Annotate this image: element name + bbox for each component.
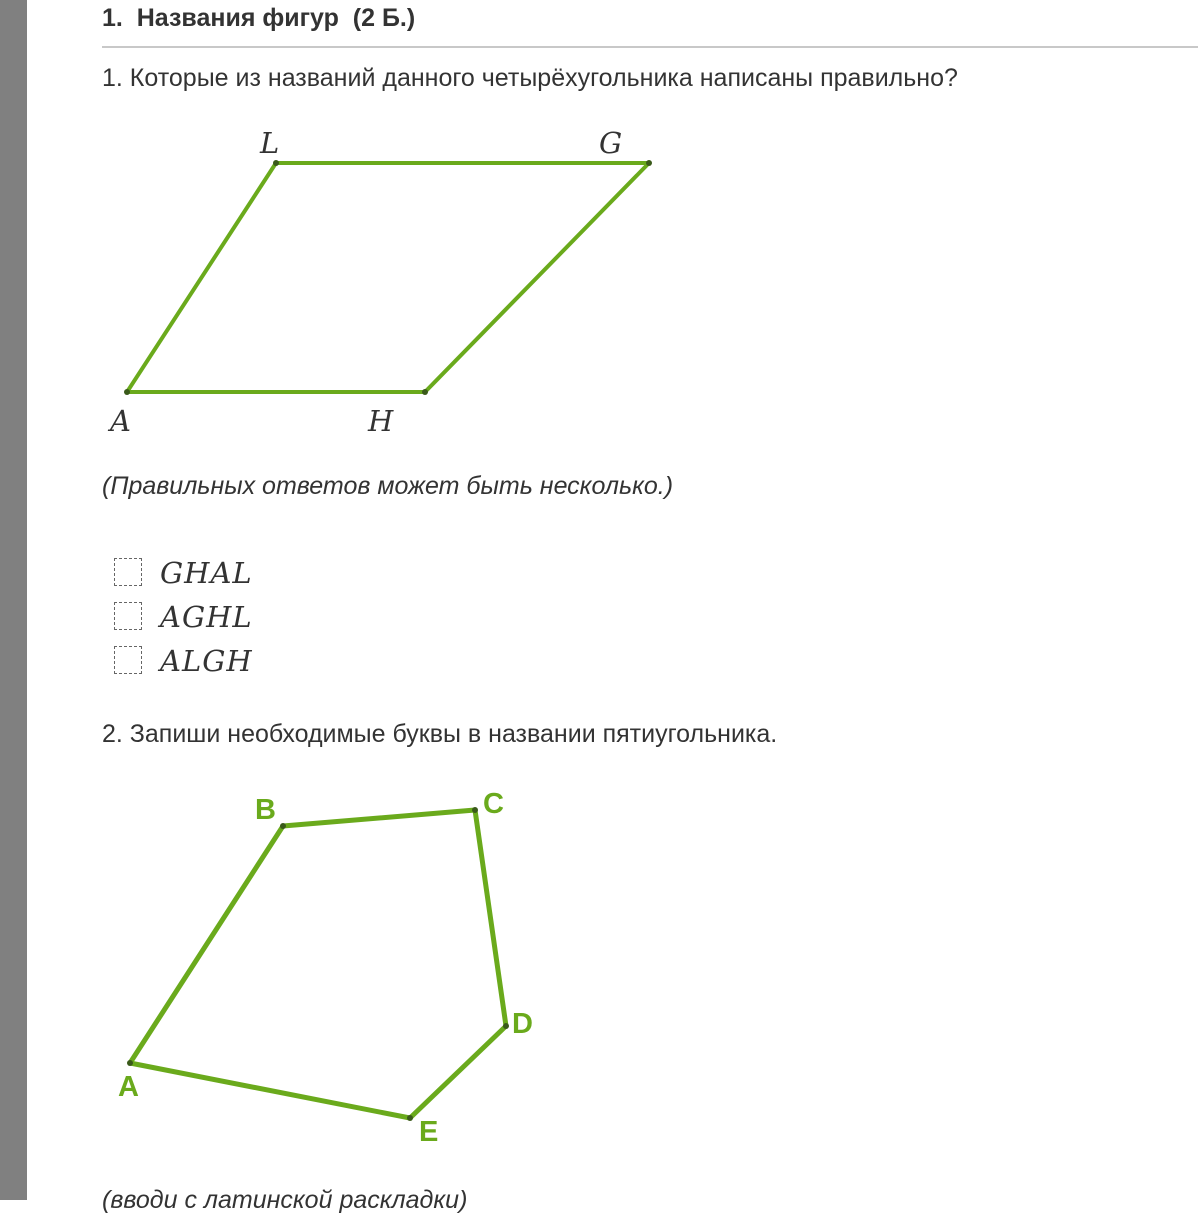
vertex-dot-c [472, 807, 478, 813]
vertex-dot-d [503, 1023, 509, 1029]
vertex-dot-a [127, 1060, 133, 1066]
parallelogram-figure [107, 126, 652, 438]
parallelogram-shape [127, 163, 649, 392]
vertex-dot-h [422, 389, 428, 395]
vertex-label-a: A [110, 404, 131, 438]
vertex-dot-e [407, 1115, 413, 1121]
vertex-label-a: A [118, 1071, 139, 1103]
vertex-label-b: B [255, 794, 276, 826]
vertex-label-c: C [483, 788, 504, 820]
vertex-dot-a [124, 389, 130, 395]
pentagon-shape [130, 810, 506, 1118]
vertex-dot-l [273, 160, 279, 166]
vertex-label-l: L [260, 126, 280, 160]
question-1-text: 1. Которые из названий данного четырёхугольника написаны правильно? [102, 64, 958, 92]
vertex-label-e: E [419, 1116, 439, 1148]
question-2-text: 2. Запиши необходимые буквы в названии пятиугольника. [102, 720, 778, 748]
option-label: GHAL [160, 556, 253, 590]
question-1-hint: (Правильных ответов может быть несколько.) [102, 472, 674, 500]
vertex-label-h: H [368, 404, 394, 438]
vertex-label-g: G [599, 126, 623, 160]
vertex-label-d: D [512, 1008, 533, 1040]
question-2-hint-cutoff: (вводи с латинской раскладки) [102, 1186, 468, 1214]
vertex-dot-b [280, 823, 286, 829]
pentagon-figure [118, 788, 533, 1148]
option-label: AGHL [160, 600, 253, 634]
vertex-dot-g [646, 160, 652, 166]
option-label: ALGH [160, 644, 253, 678]
task-title: 1. Названия фигур (2 Б.) [102, 4, 416, 32]
